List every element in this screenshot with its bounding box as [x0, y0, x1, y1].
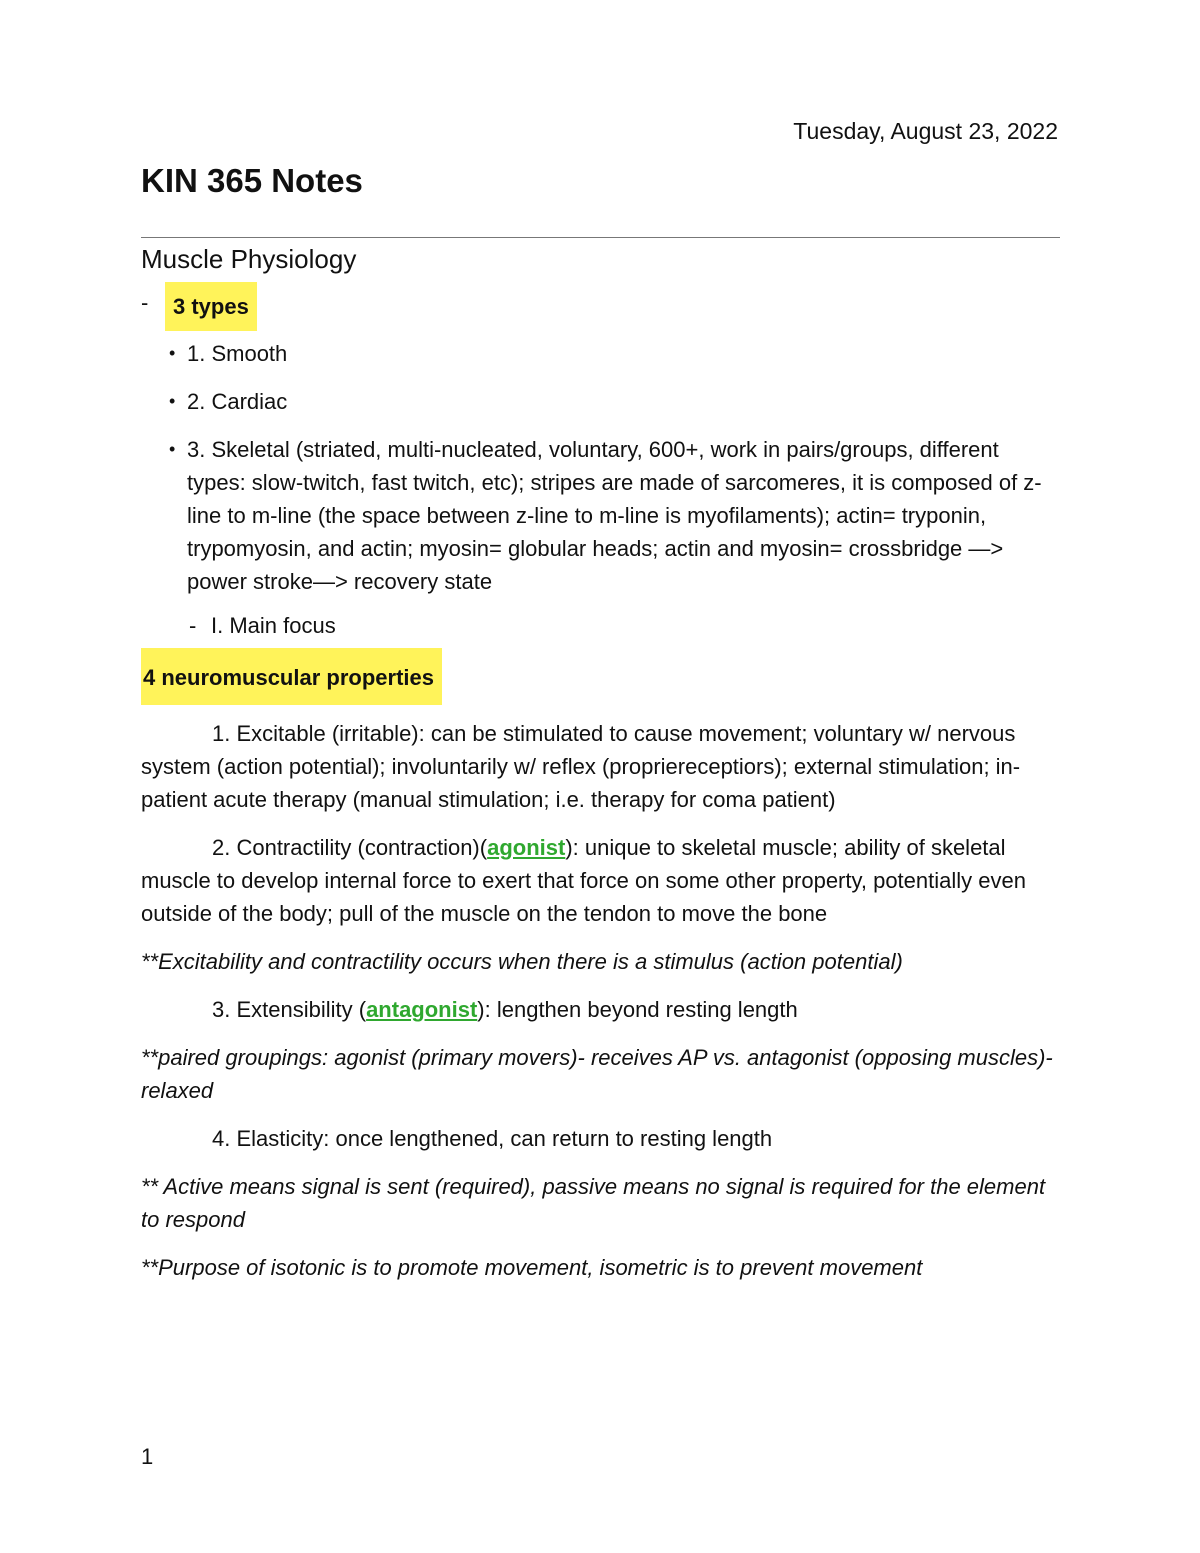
dash-marker: -: [189, 613, 197, 638]
title-divider: [141, 237, 1060, 238]
bullet-icon: •: [169, 391, 176, 411]
type-smooth: 1. Smooth: [187, 341, 288, 366]
property-contractility-text: ): unique to skeletal muscle; ability of skeletal muscle to develop internal force to exert that force on some other property, potentially even outside of the body; pull of the muscle on the tendon to move the bone: [141, 835, 1026, 926]
property-elasticity: [141, 1122, 1060, 1155]
property-excitable-text: 1. Excitable (irritable): can be stimulated to cause movement; voluntary w/ nervous system (action potential); involuntarily w/ reflex (propriereceptiors); external stimulation; in-patient acute therapy (manual stimulation; i.e. therapy for coma patient): [141, 721, 1021, 812]
property-extensibility: [141, 993, 1060, 1026]
list-item: [141, 385, 1060, 418]
notes-content: [141, 286, 1060, 1284]
antagonist-term: antagonist: [366, 997, 478, 1022]
bullet-icon: •: [169, 343, 176, 363]
property-contractility-lead: 2. Contractility (contraction)(: [212, 835, 488, 860]
dash-marker: -: [141, 290, 149, 315]
page-number: 1: [141, 1444, 154, 1469]
note-isotonic-isometric: **Purpose of isotonic is to promote movement, isometric is to prevent movement: [141, 1255, 923, 1280]
document-title: KIN 365 Notes: [141, 162, 363, 199]
properties-heading-row: [141, 648, 1060, 705]
section-title: Muscle Physiology: [141, 244, 357, 274]
property-excitable: [141, 717, 1060, 816]
property-extensibility-text: ): lengthen beyond resting length: [477, 997, 798, 1022]
main-focus-row: [189, 609, 1060, 642]
types-list: [141, 337, 1060, 598]
type-skeletal: 3. Skeletal (striated, multi-nucleated, voluntary, 600+, work in pairs/groups, different types: slow-twitch, fast twitch, etc); stripes are made of sarcomeres, it is composed of z-line to m-line (the space between z-line to m-line is myofilaments); actin= tryponin, trypomyosin, and actin; myosin= globular heads; actin and myosin= crossbridge —> power stroke—> recovery state: [187, 437, 1042, 594]
property-contractility: [141, 831, 1060, 930]
type-cardiac: 2. Cardiac: [187, 389, 288, 414]
types-heading-row: [141, 286, 1060, 331]
bullet-icon: •: [169, 439, 176, 459]
note-excitability: **Excitability and contractility occurs when there is a stimulus (action potential): [141, 949, 903, 974]
list-item: [141, 337, 1060, 370]
note-paired-groupings: **paired groupings: agonist (primary movers)- receives AP vs. antagonist (opposing muscles)- relaxed: [141, 1045, 1053, 1103]
property-extensibility-lead: 3. Extensibility (: [212, 997, 367, 1022]
note-active-passive: ** Active means signal is sent (required), passive means no signal is required for the element to respond: [141, 1174, 1046, 1232]
types-heading: 3 types: [165, 282, 257, 331]
document-date: Tuesday, August 23, 2022: [793, 118, 1058, 144]
list-item: [141, 433, 1060, 598]
property-elasticity-text: 4. Elasticity: once lengthened, can return to resting length: [212, 1126, 773, 1151]
main-focus-text: I. Main focus: [211, 613, 336, 638]
properties-heading: 4 neuromuscular properties: [141, 648, 442, 705]
agonist-term: agonist: [487, 835, 566, 860]
